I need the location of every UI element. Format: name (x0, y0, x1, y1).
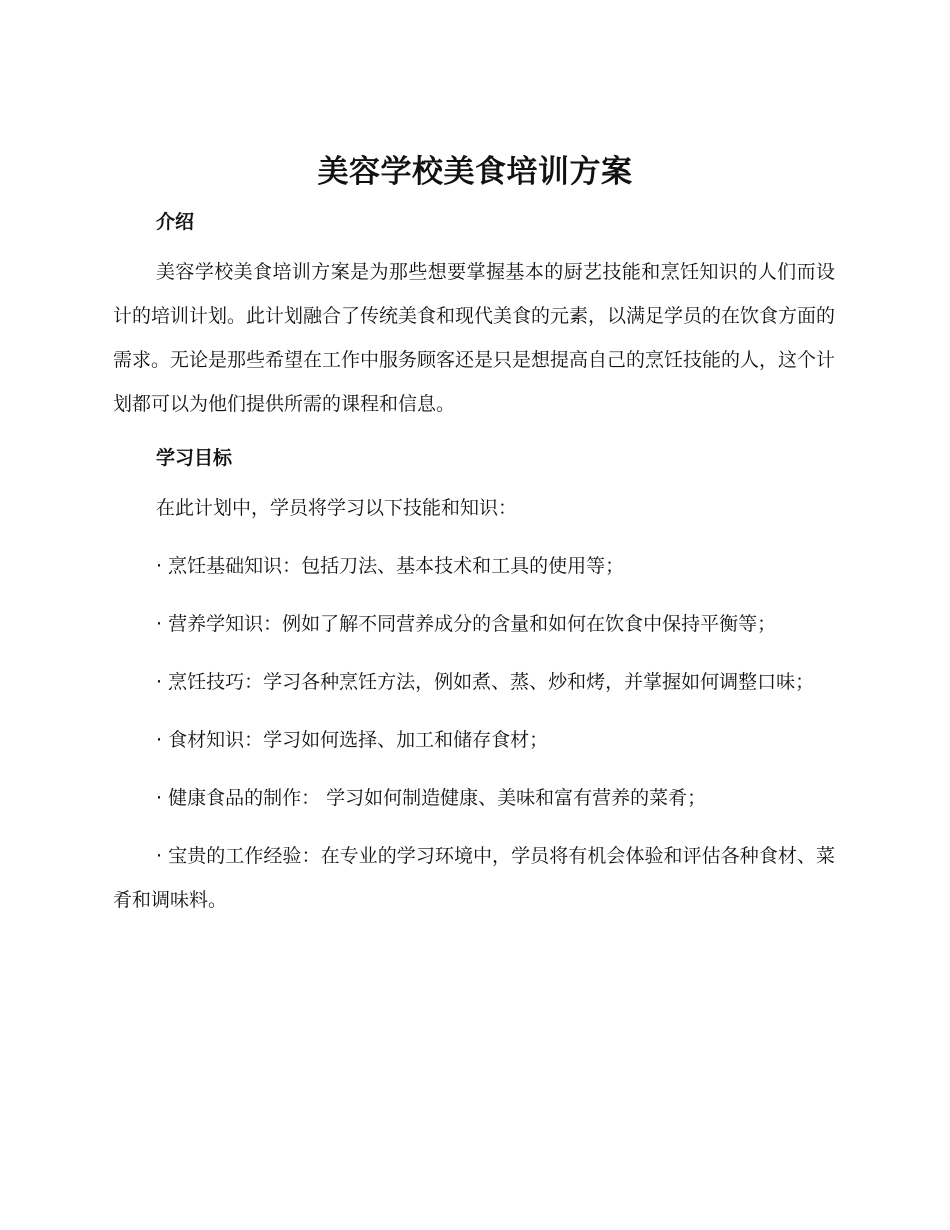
list-item: · 烹饪技巧：学习各种烹饪方法，例如煮、蒸、炒和烤，并掌握如何调整口味； (156, 671, 815, 693)
goals-intro-paragraph: 在此计划中，学员将学习以下技能和知识： (156, 497, 518, 519)
section-heading-intro: 介绍 (156, 211, 195, 233)
document-title: 美容学校美食培训方案 (317, 154, 633, 190)
intro-paragraph: 美容学校美食培训方案是为那些想要掌握基本的厨艺技能和烹饪知识的人们而设计的培训计划。此计划融合了传统美食和现代美食的元素，以满足学员的在饮食方面的需求。无论是那些希望在工作中服务顾客还是只是想提高自己的烹饪技能的人，这个计划都可以为他们提供所需的课程和信息。 (113, 261, 836, 415)
document-body (113, 204, 835, 922)
list-item: · 营养学知识：例如了解不同营养成分的含量和如何在饮食中保持平衡等； (156, 613, 777, 635)
list-item: · 食材知识：学习如何选择、加工和储存食材； (156, 729, 549, 751)
list-item: · 宝贵的工作经验：在专业的学习环境中，学员将有机会体验和评估各种食材、菜肴和调味料。 (113, 845, 835, 911)
list-item: · 健康食品的制作： 学习如何制造健康、美味和富有营养的菜肴； (156, 787, 707, 809)
list-item: · 烹饪基础知识：包括刀法、基本技术和工具的使用等； (156, 555, 625, 577)
section-heading-goals: 学习目标 (156, 447, 233, 469)
